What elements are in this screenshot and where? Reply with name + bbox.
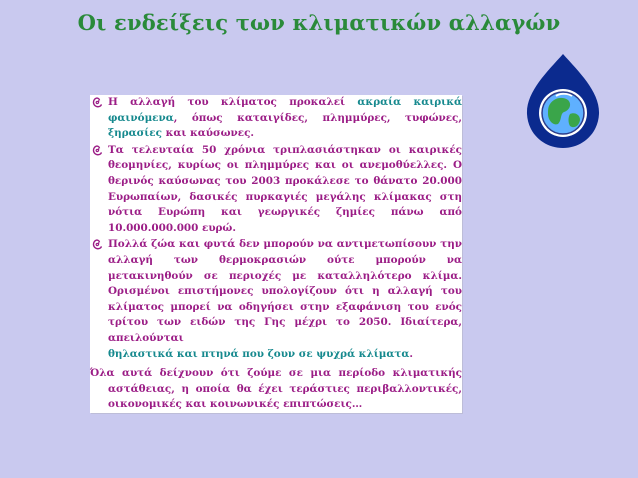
highlighted-text: ξηρασίες <box>108 127 162 140</box>
closing-paragraph: Όλα αυτά δείχνουν ότι ζούμε σε μια περίοδο κλιματικής αστάθειας, η οποία θα έχει τεράστιες περιβαλλοντικές, οικονομικές και κοινωνικές επιπτώσεις… <box>90 367 462 411</box>
swirl-bullet-icon <box>92 239 102 250</box>
body-text: και καύσωνες. <box>161 127 255 140</box>
body-text: , όπως καταιγίδες, <box>173 111 323 124</box>
page-title: Οι ενδείξεις των κλιματικών αλλαγών <box>77 10 561 35</box>
body-text: Η αλλαγή του κλίματος προκαλεί <box>108 96 358 108</box>
text-box <box>90 95 462 413</box>
highlighted-text: θηλαστικά και πτηνά που ζουν σε ψυχρά κλίματα <box>108 347 410 360</box>
highlighted-text: ακραία καιρικά φαινόμενα <box>108 96 462 124</box>
body-text: πλημμύρες, τυφώνες, <box>322 111 462 124</box>
body-text: Πολλά ζώα και φυτά δεν μπορούν να αντιμετωπίσουν την αλλαγή των θερμοκρασιών ούτε μπορούν να μετακινηθούν σε περιοχές με καταλληλότερο κλίμα. Ορισμένοι επιστήμονες υπολογίζουν ότι η αλλαγή του κλίματος μπορεί να οδηγήσει στην εξαφάνιση του ενός τρίτου των ειδών της Γης μέχρι το 2050. Ιδιαίτερα, απειλούνται <box>108 238 462 344</box>
swirl-bullet-icon <box>92 145 102 156</box>
earth-globe-logo-icon <box>524 52 602 150</box>
body-text: Τα τελευταία 50 χρόνια τριπλασιάστηκαν οι καιρικές θεομηνίες, κυρίως οι πλημμύρες και οι ανεμοθύελλες. Ο θερινός καύσωνας του 2003 προκάλεσε το θάνατο 20.000 Ευρωπαίων, δασικές πυρκαγιές μεγάλης κλίμακας στη νότια Ευρώπη και γεωργικές ζημίες πάνω από 10.000.000.000 ευρώ. <box>108 143 462 234</box>
bullet-list <box>90 95 462 362</box>
bullet-item <box>90 237 462 362</box>
swirl-bullet-icon <box>92 97 102 108</box>
body-text: . <box>409 347 413 360</box>
bullet-item <box>90 143 462 237</box>
bullet-item <box>90 95 462 142</box>
